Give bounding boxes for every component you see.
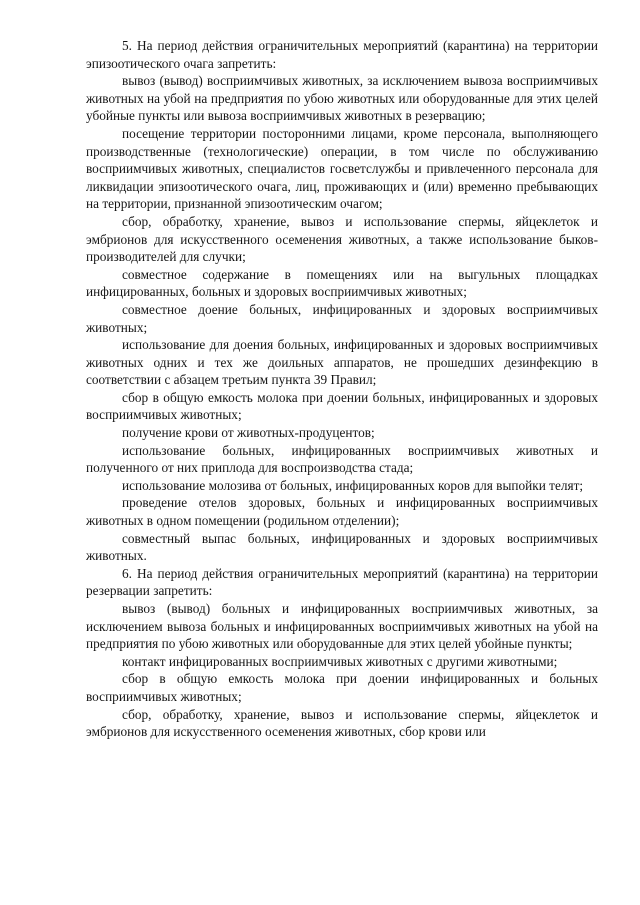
- paragraph-5-item-calving: проведение отелов здоровых, больных и инфицированных восприимчивых животных в одном помещении (родильном отделении);: [86, 495, 598, 529]
- document-body: [86, 37, 598, 741]
- paragraph-6-item-milk-collection: сбор в общую емкость молока при доении инфицированных и больных восприимчивых животных;: [86, 671, 598, 704]
- paragraph-5-item-joint-milking: совместное доение больных, инфицированных и здоровых восприимчивых животных;: [86, 301, 598, 335]
- paragraph-6-heading: 6. На период действия ограничительных мероприятий (карантина) на территории резервации запретить:: [86, 565, 598, 599]
- paragraph-5-item-removal: вывоз (вывод) восприимчивых животных, за исключением вывоза восприимчивых животных на убой на предприятия по убою животных или оборудованные для этих целей убойные пункты или вывоза восприимчивых животных в резервацию;: [86, 73, 598, 124]
- paragraph-5-item-visits: посещение территории посторонними лицами, кроме персонала, выполняющего производственные (технологические) операции, в том числе по обслуживанию восприимчивых животных, специалистов госветслужбы и привлеченного персонала для ликвидации эпизоотического очага, лиц, проживающих и (или) временно пребывающих на территории, признанной эпизоотическим очагом;: [86, 125, 598, 212]
- paragraph-5-item-milking-machines: использование для доения больных, инфицированных и здоровых восприимчивых животных одних и тех же доильных аппаратов, не прошедших дезинфекцию в соответствии с абзацем третьим пункта 39 Правил;: [86, 337, 598, 388]
- paragraph-5-heading: 5. На период действия ограничительных мероприятий (карантина) на территории эпизоотического очага запретить:: [86, 38, 598, 71]
- paragraph-5-item-colostrum: использование молозива от больных, инфицированных коров для выпойки телят;: [122, 477, 584, 493]
- paragraph-5-item-joint-keeping: совместное содержание в помещениях или на выгульных площадках инфицированных, больных и здоровых восприимчивых животных;: [86, 266, 598, 300]
- paragraph-5-item-sperm-collection: сбор, обработку, хранение, вывоз и использование спермы, яйцеклеток и эмбрионов для искусственного осеменения животных, а также использование быков-производителей для случки;: [86, 213, 598, 265]
- paragraph-5-item-reproduction: использование больных, инфицированных восприимчивых животных и полученного от них приплода для воспроизводства стада;: [86, 442, 598, 476]
- paragraph-5-item-blood: получение крови от животных-продуцентов;: [122, 425, 375, 441]
- paragraph-6-item-contact: контакт инфицированных восприимчивых животных с другими животными;: [122, 653, 558, 669]
- paragraph-5-item-grazing: совместный выпас больных, инфицированных и здоровых восприимчивых животных.: [86, 530, 598, 564]
- paragraph-5-item-milk-collection: сбор в общую емкость молока при доении больных, инфицированных и здоровых восприимчивых животных;: [86, 389, 598, 423]
- paragraph-6-item-removal: вывоз (вывод) больных и инфицированных восприимчивых животных, за исключением вывоза больных и инфицированных восприимчивых животных на убой на предприятия по убою животных или оборудованные для этих целей убойные пункты;: [86, 601, 598, 652]
- paragraph-6-item-sperm-collection: сбор, обработку, хранение, вывоз и использование спермы, яйцеклеток и эмбрионов для искусственного осеменения животных, сбор крови или: [86, 706, 598, 740]
